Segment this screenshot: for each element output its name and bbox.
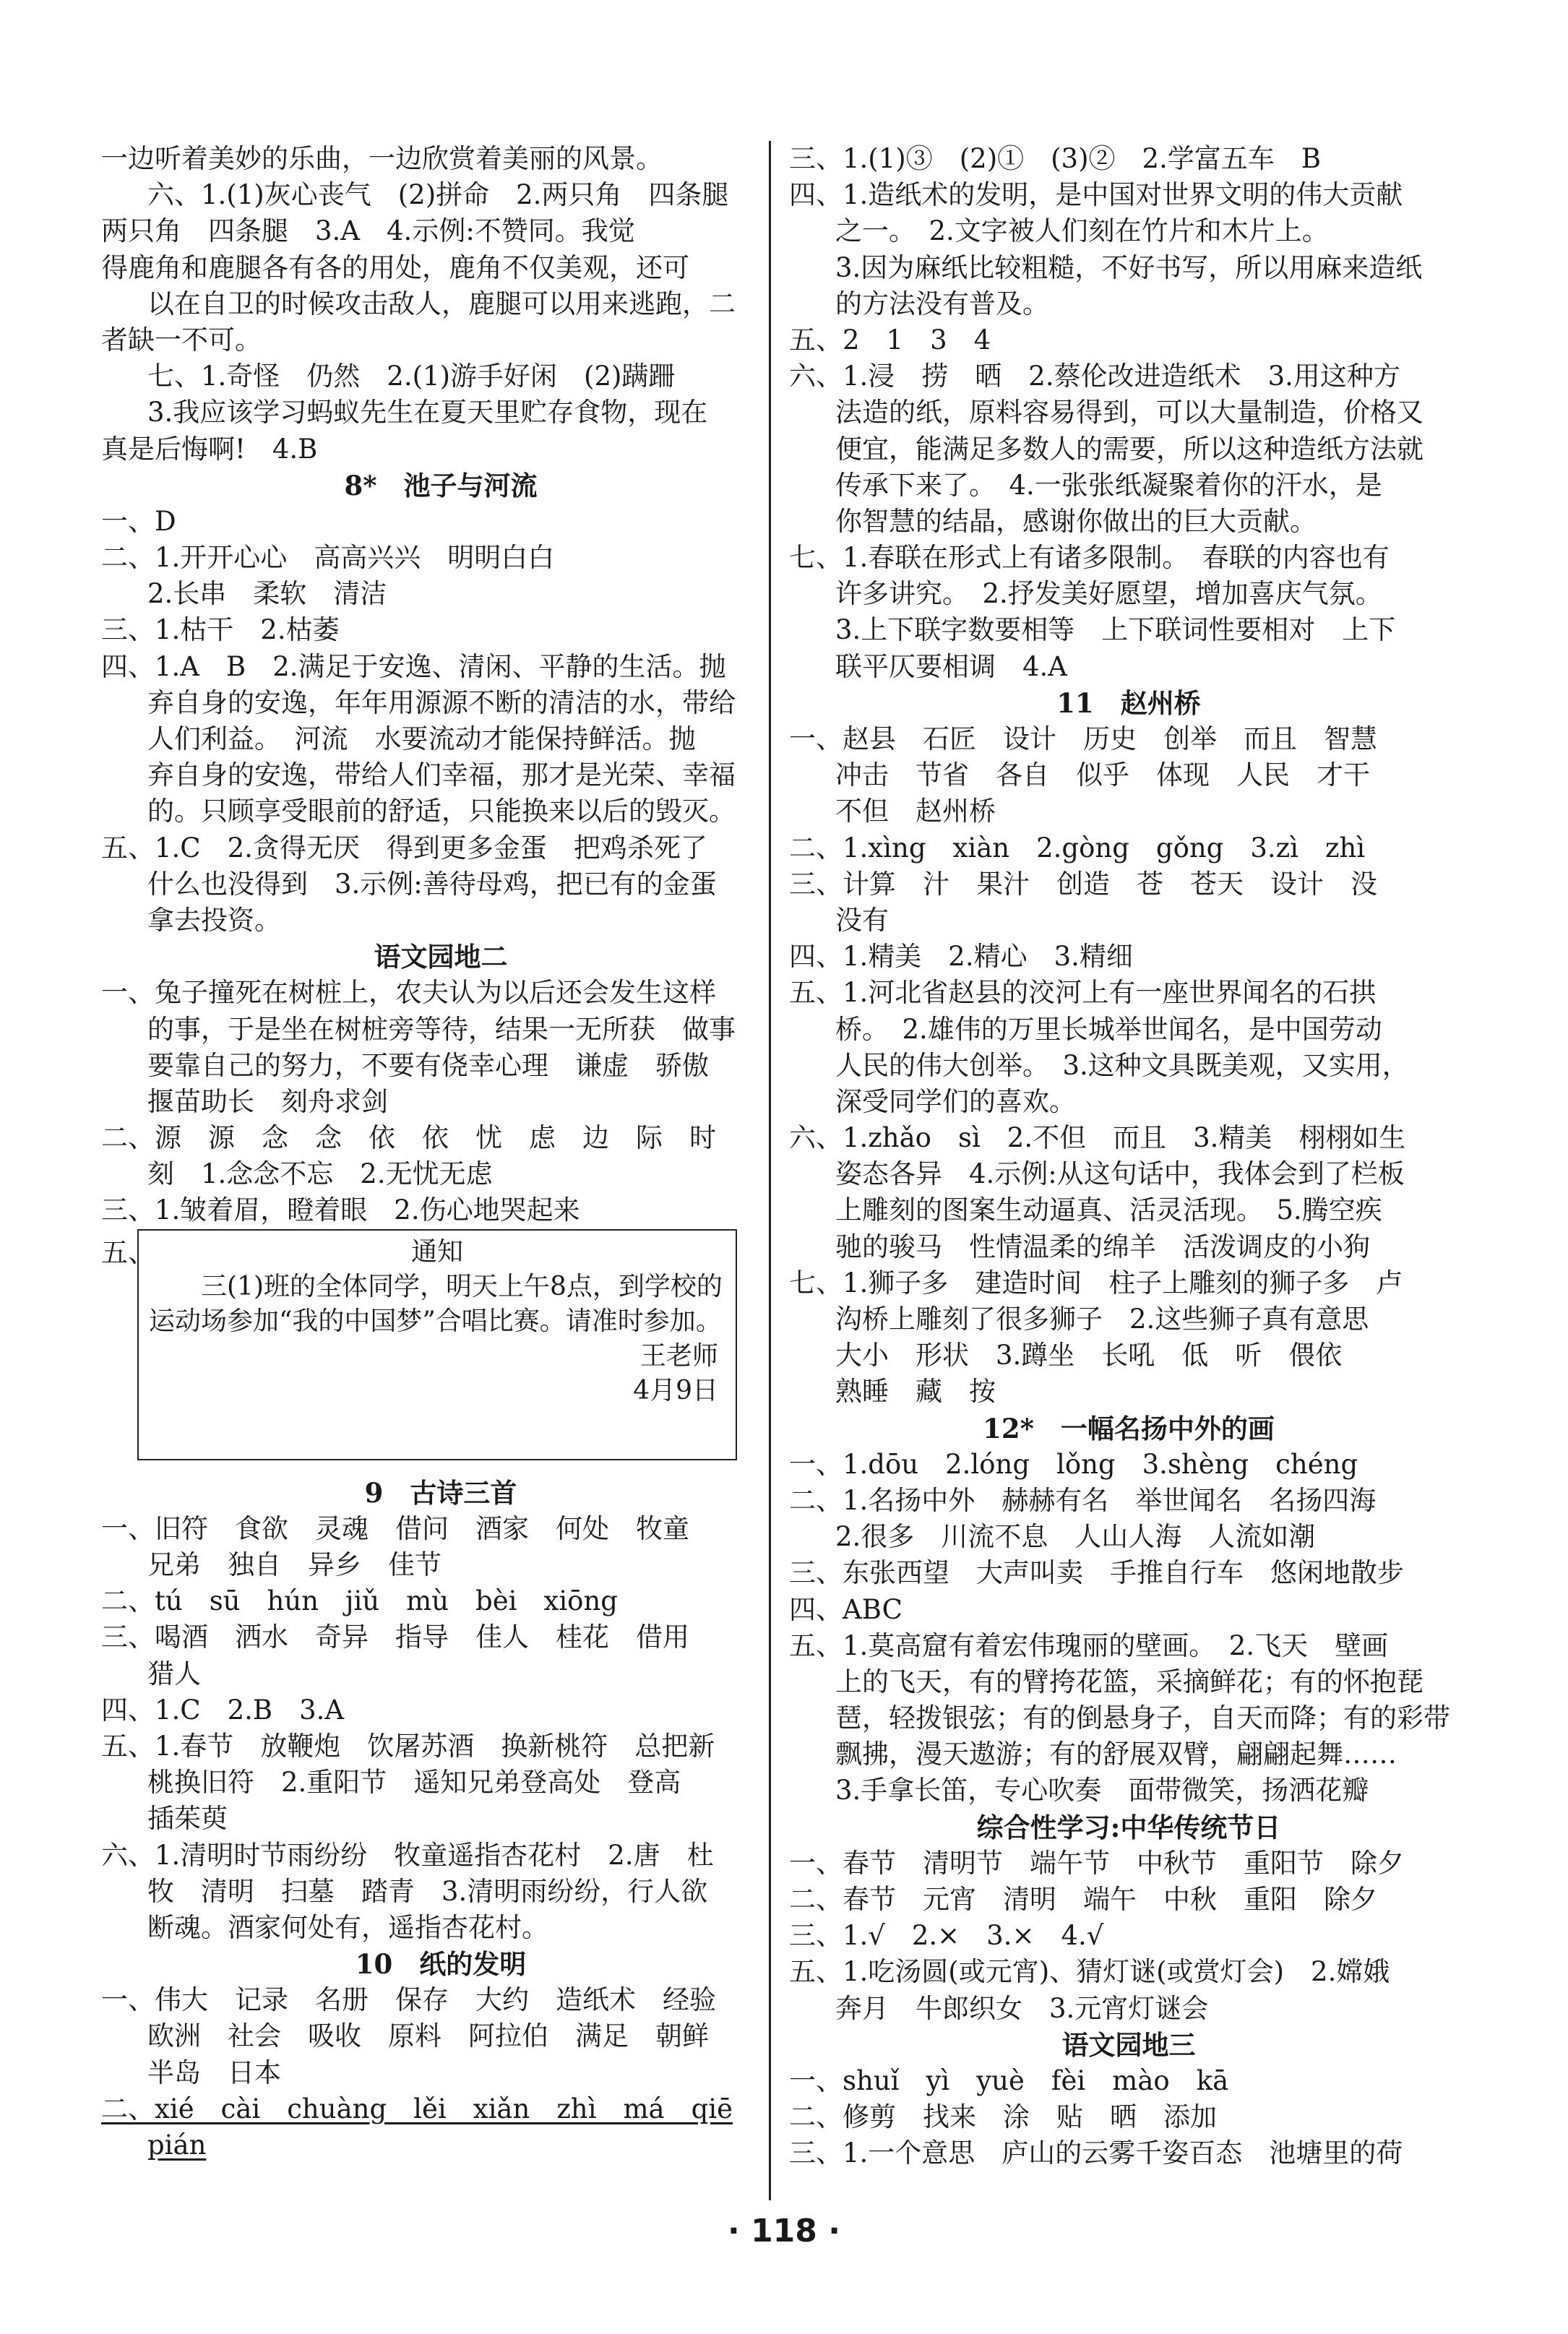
answer-line: 弃自身的安逸，年年用源源不断的清洁的水，带给 bbox=[147, 686, 736, 718]
answer-line: 二、xié cài chuàng lěi xiǎn zhì má qiē bbox=[101, 2093, 733, 2124]
answer-line: 猎人 bbox=[147, 1658, 201, 1689]
answer-line: 六、1.浸 捞 晒 2.蔡伦改进造纸术 3.用这种方 bbox=[789, 361, 1400, 392]
answer-line: 牧 清明 扫墓 踏青 3.清明雨纷纷，行人欲 bbox=[147, 1875, 708, 1907]
answer-line: 一、旧符 食欲 灵魂 借问 酒家 何处 牧童 bbox=[101, 1512, 689, 1544]
answer-line: 七、1.奇怪 仍然 2.(1)游手好闲 (2)蹒跚 bbox=[147, 361, 676, 392]
answer-line: 一、1.dōu 2.lóng lǒng 3.shèng chéng bbox=[789, 1448, 1358, 1480]
answer-line: 得鹿角和鹿腿各有各的用处，鹿角不仅美观，还可 bbox=[101, 251, 689, 283]
answer-line: 三、1.一个意思 庐山的云雾千姿百态 池塘里的荷 bbox=[789, 2137, 1403, 2169]
notice-title: 通知 bbox=[410, 1236, 463, 1267]
answer-line: 四、1.造纸术的发明，是中国对世界文明的伟大贡献 bbox=[789, 179, 1403, 211]
section-title-12: 12* 一幅名扬中外的画 bbox=[983, 1412, 1275, 1444]
answer-line: 断魂。酒家何处有，遥指杏花村。 bbox=[147, 1911, 548, 1943]
answer-line: 许多讲究。 2.抒发美好愿望，增加喜庆气氛。 bbox=[835, 578, 1382, 610]
answer-line: 揠苗助长 刻舟求剑 bbox=[147, 1085, 388, 1117]
notice-body: 三(1)班的全体同学，明天上午8点，到学校的运动场参加“我的中国梦”合唱比赛。请准时参加。 bbox=[149, 1271, 723, 1336]
answer-line: 深受同学们的喜欢。 bbox=[835, 1085, 1076, 1117]
answer-line: 一、春节 清明节 端午节 中秋节 重阳节 除夕 bbox=[789, 1847, 1404, 1879]
answer-line: 五、1.吃汤圆(或元宵)、猜灯谜(或赏灯会) 2.嫦娥 bbox=[789, 1956, 1390, 1988]
answer-line: 四、1.C 2.B 3.A bbox=[101, 1694, 345, 1726]
answer-line: 沟桥上雕刻了很多狮子 2.这些狮子真有意思 bbox=[835, 1304, 1369, 1335]
answer-line: 驰的骏马 性情温柔的绵羊 活泼调皮的小狗 bbox=[835, 1231, 1370, 1262]
answer-line: 2.长串 柔软 清洁 bbox=[147, 578, 387, 610]
answer-line: 二、1.xìng xiàn 2.gòng gǒng 3.zì zhì bbox=[789, 832, 1366, 864]
section-title-11: 11 赵州桥 bbox=[1056, 686, 1201, 719]
answer-line: 奔月 牛郎织女 3.元宵灯谜会 bbox=[835, 1992, 1209, 2024]
answer-line: 七、1.春联在形式上有诸多限制。 春联的内容也有 bbox=[789, 542, 1390, 574]
answer-line: 五、1.春节 放鞭炮 饮屠苏酒 换新桃符 总把新 bbox=[101, 1730, 715, 1762]
answer-line: 琶，轻拨银弦；有的倒悬身子，自天而降；有的彩带 bbox=[835, 1702, 1450, 1734]
answer-line: 拿去投资。 bbox=[147, 904, 281, 936]
answer-line: 六、1.清明时节雨纷纷 牧童遥指杏花村 2.唐 杜 bbox=[101, 1839, 714, 1871]
answer-line: 要靠自己的努力，不要有侥幸心理 谦虚 骄傲 bbox=[147, 1049, 709, 1081]
section-title-yuwen-3: 语文园地三 bbox=[1061, 2028, 1196, 2061]
answer-line: 三、计算 汁 果汁 创造 苍 苍天 设计 没 bbox=[789, 868, 1377, 900]
answer-line: 一、D bbox=[101, 505, 176, 537]
answer-line: 一、兔子撞死在树桩上，农夫认为以后还会发生这样 bbox=[101, 977, 716, 1009]
answer-line: 2.很多 川流不息 人山人海 人流如潮 bbox=[835, 1521, 1316, 1553]
section-title-zonghe: 综合性学习:中华传统节日 bbox=[976, 1811, 1281, 1843]
answer-line: 四、1.精美 2.精心 3.精细 bbox=[789, 941, 1133, 973]
answer-line: 五、1.C 2.贪得无厌 得到更多金蛋 把鸡杀死了 bbox=[101, 832, 707, 864]
notice-question bbox=[101, 1229, 780, 1475]
answer-line: 二、1.名扬中外 赫赫有名 举世闻名 名扬四海 bbox=[789, 1484, 1377, 1516]
section-11-body bbox=[789, 721, 1468, 1411]
column-divider bbox=[769, 141, 771, 2200]
answer-line: 二、春节 元宵 清明 端午 中秋 重阳 除夕 bbox=[789, 1884, 1377, 1915]
answer-line: 3.上下联字数要相等 上下联词性要相对 上下 bbox=[835, 614, 1396, 646]
section-9-body bbox=[101, 1511, 780, 1946]
answer-line: 七、1.狮子多 建造时间 柱子上雕刻的狮子多 卢 bbox=[789, 1267, 1403, 1299]
answer-line: 四、ABC bbox=[789, 1593, 903, 1625]
left-pre-block bbox=[101, 141, 780, 468]
answer-line: 你智慧的结晶，感谢你做出的巨大贡献。 bbox=[835, 505, 1317, 537]
right-pre-block bbox=[789, 141, 1468, 685]
notice-signer: 王老师 bbox=[639, 1340, 718, 1371]
answer-line: 熟睡 藏 按 bbox=[835, 1376, 996, 1408]
answer-line: 桃换旧符 2.重阳节 遥知兄弟登高处 登高 bbox=[147, 1767, 681, 1799]
answer-line: 人民的伟大创举。 3.这种文具既美观，又实用， bbox=[835, 1049, 1409, 1081]
answer-line: 一边听着美妙的乐曲，一边欣赏着美丽的风景。 bbox=[101, 143, 663, 174]
answer-line: 六、1.zhǎo sì 2.不但 而且 3.精美 栩栩如生 bbox=[789, 1122, 1406, 1154]
section-title-9: 9 古诗三首 bbox=[364, 1476, 517, 1509]
answer-line: 飘拂，漫天遨游；有的舒展双臂，翩翩起舞…… bbox=[835, 1739, 1397, 1770]
answer-line: 二、源 源 念 念 依 依 忧 虑 边 际 时 bbox=[101, 1122, 716, 1154]
section-title-8: 8* 池子与河流 bbox=[344, 469, 538, 501]
answer-line: 五、1.河北省赵县的洨河上有一座世界闻名的石拱 bbox=[789, 977, 1377, 1009]
answer-line: 二、tú sū hún jiǔ mù bèi xiōng bbox=[101, 1585, 618, 1617]
answer-line: 二、修剪 找来 涂 贴 晒 添加 bbox=[789, 2101, 1217, 2133]
section-yuwen-3-body bbox=[789, 2063, 1468, 2172]
page-number: · 118 · bbox=[728, 2213, 840, 2249]
answer-line: 三、1.(1)③ (2)① (3)② 2.学富五车 B bbox=[789, 143, 1322, 174]
answer-line: 插茱萸 bbox=[147, 1803, 228, 1835]
answer-line: 三、1.√ 2.× 3.× 4.√ bbox=[789, 1920, 1104, 1952]
answer-line: 欧洲 社会 吸收 原料 阿拉伯 满足 朝鲜 bbox=[147, 2020, 709, 2052]
answer-line: 三、1.枯干 2.枯萎 bbox=[101, 614, 340, 646]
notice-box bbox=[137, 1229, 737, 1460]
notice-date: 4月9日 bbox=[633, 1375, 718, 1405]
answer-line: 大小 形状 3.蹲坐 长吼 低 听 偎依 bbox=[835, 1340, 1343, 1371]
answer-line: 之一。 2.文字被人们刻在竹片和木片上。 bbox=[835, 215, 1329, 247]
notice-label: 五、 bbox=[101, 1236, 155, 1268]
answer-line: 3.手拿长笛，专心吹奏 面带微笑，扬洒花瓣 bbox=[835, 1775, 1369, 1807]
answer-line: 六、1.(1)灰心丧气 (2)拼命 2.两只角 四条腿 bbox=[147, 179, 729, 211]
answer-line: 什么也没得到 3.示例:善待母鸡，把已有的金蛋 bbox=[147, 868, 717, 900]
answer-line: 刻 1.念念不忘 2.无忧无虑 bbox=[147, 1158, 493, 1190]
answer-line: 3.因为麻纸比较粗糙，不好书写，所以用麻来造纸 bbox=[835, 251, 1423, 283]
answer-line: 三、喝酒 洒水 奇异 指导 佳人 桂花 借用 bbox=[101, 1622, 689, 1653]
answer-line: 一、伟大 记录 名册 保存 大约 造纸术 经验 bbox=[101, 1984, 716, 2016]
answer-line: 法造的纸，原料容易得到，可以大量制造，价格又 bbox=[835, 397, 1423, 429]
answer-line: 的事，于是坐在树桩旁等待，结果一无所获 做事 bbox=[147, 1013, 736, 1045]
answer-line: 一、shuǐ yì yuè fèi mào kā bbox=[789, 2064, 1229, 2096]
answer-line: 桥。 2.雄伟的万里长城举世闻名，是中国劳动 bbox=[835, 1013, 1382, 1045]
section-title-10: 10 纸的发明 bbox=[355, 1948, 527, 1981]
answer-line: 三、东张西望 大声叫卖 手推自行车 悠闲地散步 bbox=[789, 1557, 1404, 1589]
answer-line: 五、2 1 3 4 bbox=[789, 324, 991, 356]
answer-line: 一、赵县 石匠 设计 历史 创举 而且 智慧 bbox=[789, 723, 1377, 754]
section-title-yuwen-2: 语文园地二 bbox=[374, 941, 508, 973]
answer-line: 没有 bbox=[835, 904, 889, 936]
answer-line: 真是后悔啊! 4.B bbox=[101, 433, 318, 465]
answer-line: 传承下来了。 4.一张张纸凝聚着你的汗水，是 bbox=[835, 469, 1382, 501]
answer-line: 二、1.开开心心 高高兴兴 明明白白 bbox=[101, 542, 555, 574]
answer-line: 人们利益。 河流 水要流动才能保持鲜活。抛 bbox=[147, 723, 696, 754]
section-8-body bbox=[101, 504, 780, 939]
section-10-body bbox=[101, 1982, 780, 2163]
answer-line: 3.我应该学习蚂蚁先生在夏天里贮存食物，现在 bbox=[147, 397, 708, 429]
answer-line: 便宜，能满足多数人的需要，所以这种造纸方法就 bbox=[835, 433, 1423, 465]
section-12-body bbox=[789, 1447, 1468, 1809]
answer-line: 者缺一不可。 bbox=[101, 324, 262, 356]
answer-line: 半岛 日本 bbox=[147, 2057, 281, 2088]
answer-line: 冲击 节省 各自 似乎 体现 人民 才干 bbox=[835, 759, 1370, 791]
section-zonghe-body bbox=[789, 1846, 1468, 2027]
answer-line: 联平仄要相调 4.A bbox=[835, 650, 1068, 682]
answer-line: 的。只顾享受眼前的舒适，只能换来以后的毁灭。 bbox=[147, 796, 736, 827]
section-yuwen-2-body bbox=[101, 975, 780, 1228]
left-column bbox=[101, 141, 780, 2163]
right-column bbox=[789, 141, 1468, 2172]
answer-line: pián bbox=[147, 2130, 207, 2161]
answer-line: 的方法没有普及。 bbox=[835, 288, 1049, 319]
answer-line: 上的飞天，有的臂挎花篮，采摘鲜花；有的怀抱琵 bbox=[835, 1666, 1423, 1697]
answer-line: 姿态各异 4.示例:从这句话中，我体会到了栏板 bbox=[835, 1158, 1405, 1190]
answer-line: 以在自卫的时候攻击敌人，鹿腿可以用来逃跑，二 bbox=[147, 288, 736, 319]
answer-line: 兄弟 独自 异乡 佳节 bbox=[147, 1549, 441, 1580]
answer-line: 四、1.A B 2.满足于安逸、清闲、平静的生活。抛 bbox=[101, 650, 726, 682]
answer-line: 三、1.皱着眉，瞪着眼 2.伤心地哭起来 bbox=[101, 1194, 580, 1226]
answer-line: 五、1.莫高窟有着宏伟瑰丽的壁画。 2.飞天 壁画 bbox=[789, 1629, 1389, 1661]
answer-line: 弃自身的安逸，带给人们幸福，那才是光荣、幸福 bbox=[147, 759, 736, 791]
answer-line: 两只角 四条腿 3.A 4.示例:不赞同。我觉 bbox=[101, 215, 635, 247]
answer-line: 不但 赵州桥 bbox=[835, 796, 996, 827]
answer-line: 上雕刻的图案生动逼真、活灵活现。 5.腾空疾 bbox=[835, 1194, 1382, 1226]
